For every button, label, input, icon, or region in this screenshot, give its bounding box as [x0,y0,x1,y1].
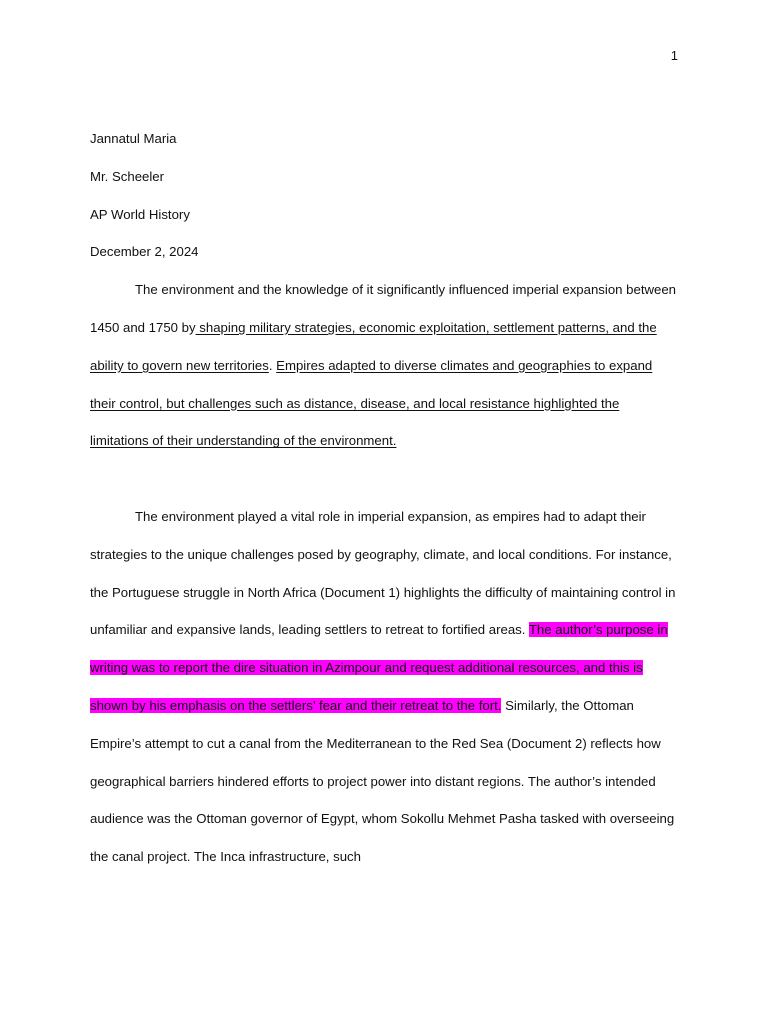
document-body [90,120,680,876]
thesis-paragraph [90,271,680,460]
body-paragraph [90,498,680,876]
page-number: 1 [670,48,678,63]
course-name: AP World History [90,206,190,222]
thesis-separator: . [268,357,277,373]
essay-date: December 2, 2024 [90,244,199,260]
body-text-after-highlight: Similarly, the Ottoman Empire’s attempt to cut a canal from the Mediterranean to the Red Sea (Document 2) reflects how geographical barriers hindered efforts to project power into distant regions. The author’s intended audience was the Ottoman governor of Egypt, whom Sokollu Mehmet Pasha tasked with overseeing the canal project. The Inca infrastructure, such [90,697,675,865]
highlighted-sentence: The author’s purpose in writing was to report the dire situation in Azimpour and request additional resources, and this is shown by his emphasis on the settlers’ fear and their retreat to the fort. [90,622,668,713]
thesis-intro-text: The environment and the knowledge of it significantly influenced imperial expansion between 1450 and 1750 by [90,282,677,335]
thesis-underlined-claim: shaping military strategies, economic exploitation, settlement patterns, and the ability to govern new territories [90,319,657,373]
student-name: Jannatul Maria [90,131,177,146]
thesis-underlined-limitations: Empires adapted to diverse climates and geographies to expand their control, but challenges such as distance, disease, and local resistance highlighted the limitations of their understanding of the environment. [90,357,653,449]
paragraph-spacer [90,460,680,498]
teacher-name: Mr. Scheeler [90,168,165,184]
body-text-before-highlight: The environment played a vital role in imperial expansion, as empires had to adapt their strategies to the unique challenges posed by geography, climate, and local conditions. For instance, the Portuguese struggle in North Africa (Document 1) highlights the difficulty of maintaining control in unfamiliar and expansive lands, leading settlers to retreat to fortified areas. [90,508,676,638]
